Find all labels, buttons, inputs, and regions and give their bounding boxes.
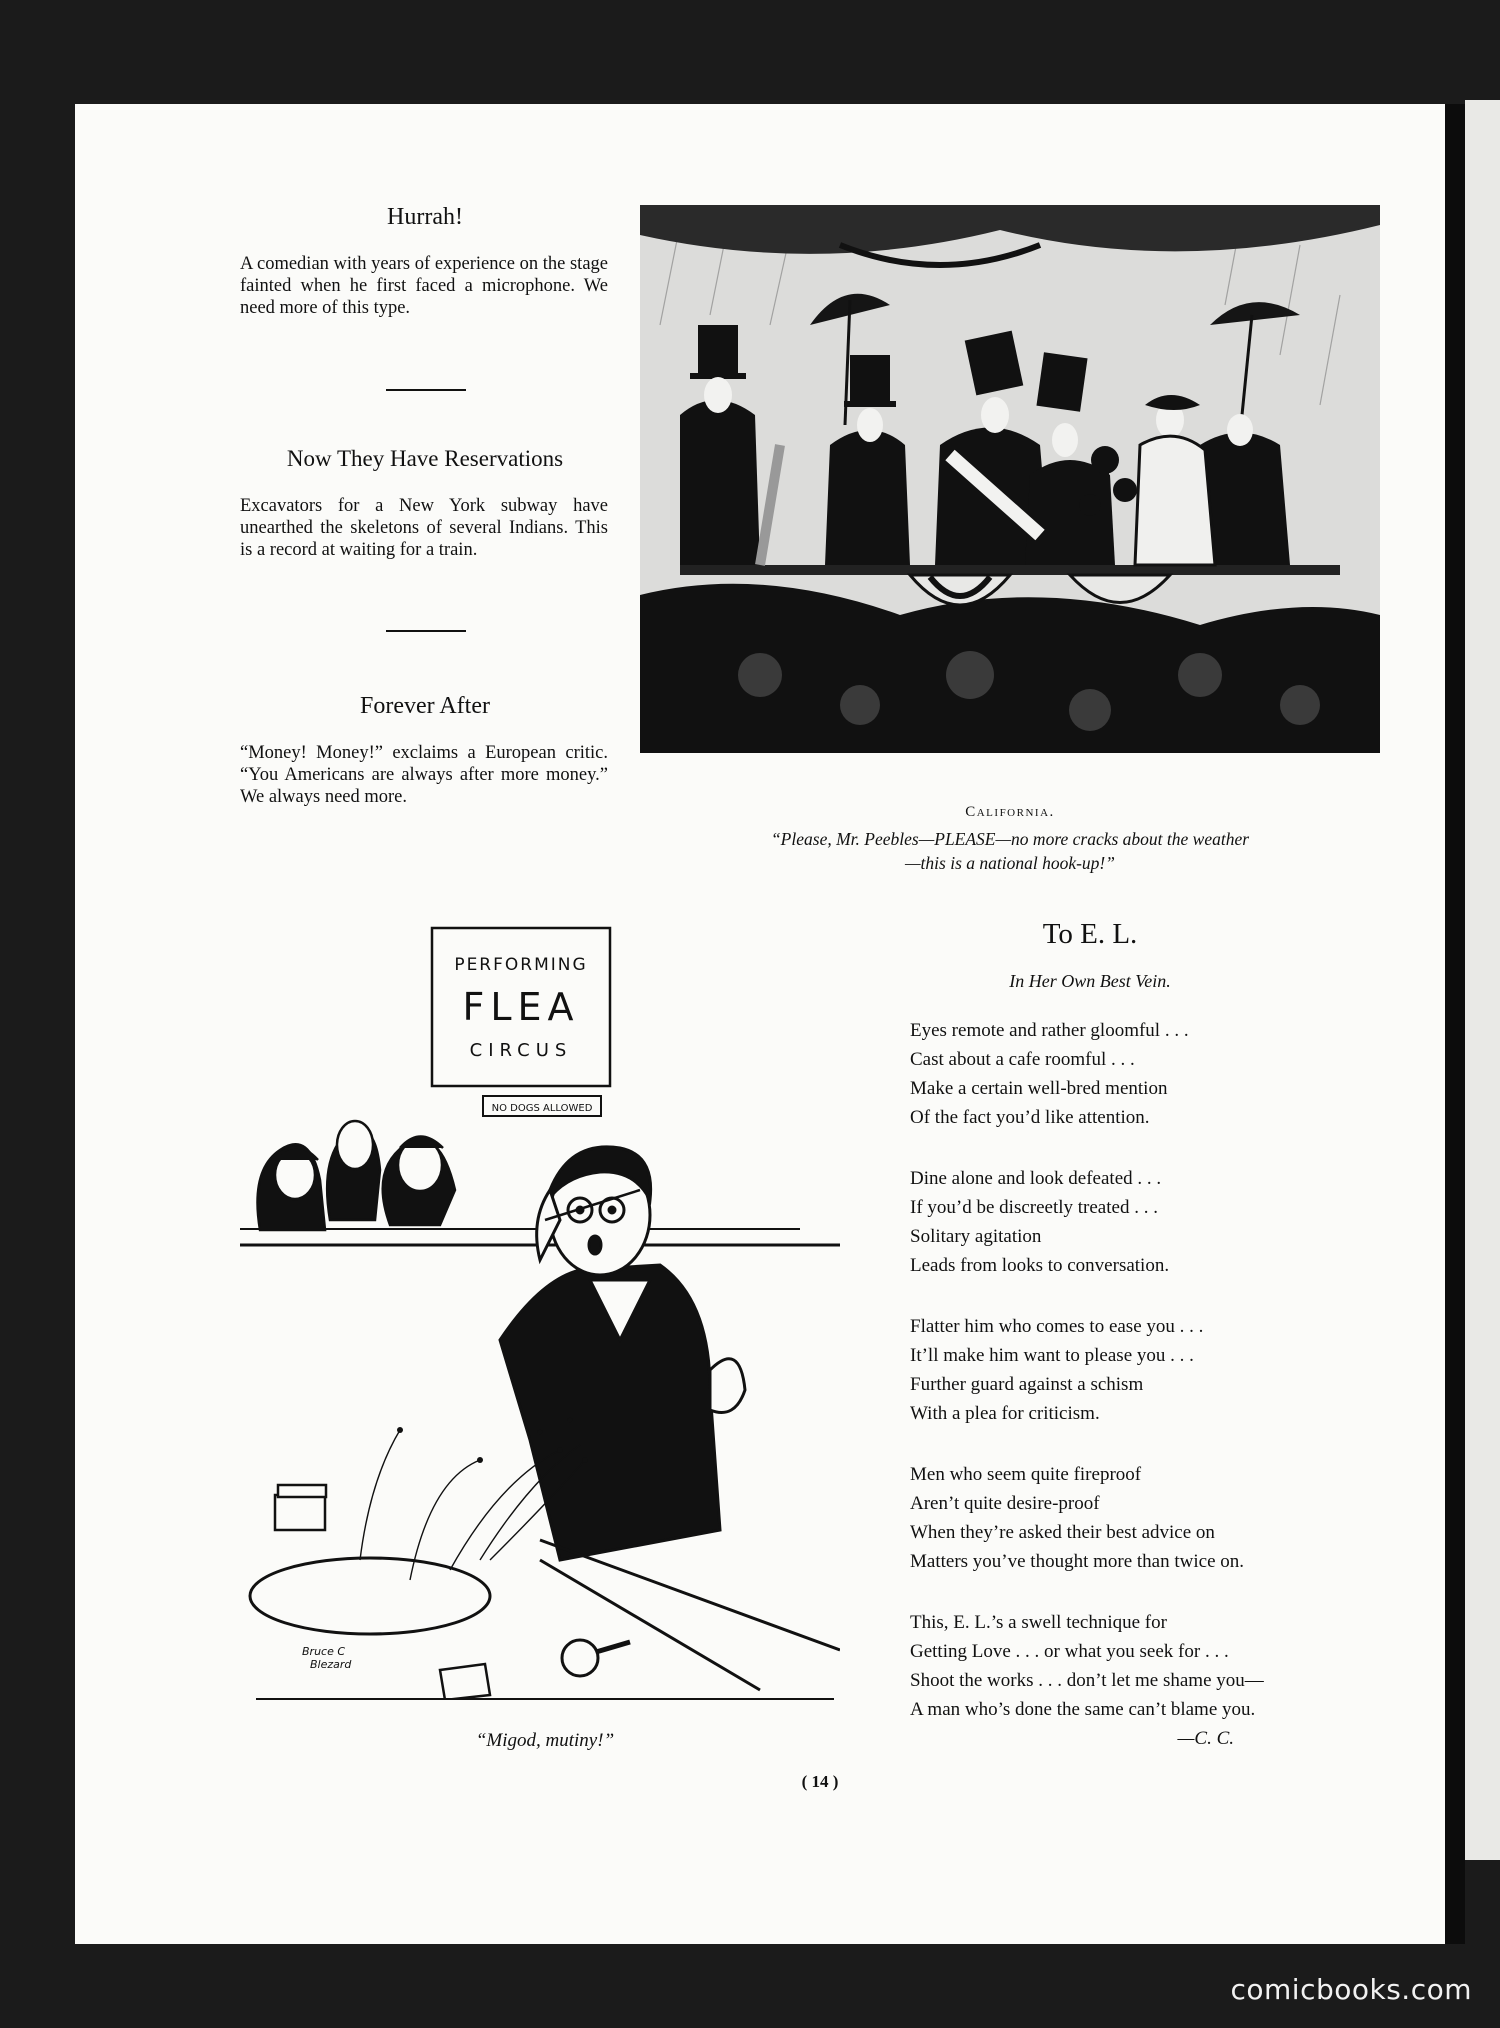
poem-title: To E. L. [1042,918,1138,950]
poem-line: Flatter him who comes to ease you . . . [910,1316,1204,1337]
sign-line-performing: PERFORMING [454,955,588,975]
artist-signature-line1: Bruce C [302,1645,346,1658]
watermark: comicbooks.com [1230,1973,1472,2006]
article-body-reservations: Excavators for a New York subway have unearthed the skeletons of several Indians. This is a record at waiting for a train. [240,496,608,560]
poem-line: Leads from looks to conversation. [910,1255,1170,1276]
poem-stanza [910,1164,1330,1280]
poem-line: When they’re asked their best advice on [910,1522,1215,1543]
page-number: ( 14 ) [801,1772,839,1791]
sign-line-circus: CIRCUS [469,1040,573,1061]
poem-line: Make a certain well-bred mention [910,1078,1168,1099]
page-gutter [1445,104,1465,1944]
top-cartoon-caption-line1: “Please, Mr. Peebles—PLEASE—no more cracks about the weather [770,829,1250,849]
poem-line: Getting Love . . . or what you seek for . . . [910,1641,1229,1662]
poem-subtitle: In Her Own Best Vein. [1009,971,1171,991]
artist-signature-line2: Blezard [310,1658,352,1671]
poem-line: Further guard against a schism [910,1374,1144,1395]
article-title-forever-after: Forever After [360,693,490,719]
poem-line: Solitary agitation [910,1226,1042,1247]
poem-line: Eyes remote and rather gloomful . . . [910,1020,1189,1041]
article-title-hurrah: Hurrah! [387,204,463,230]
poem-line: A man who’s done the same can’t blame you. [910,1699,1256,1720]
cartoon-rainy-broadcast-illustration [640,205,1380,753]
poem-line: It’ll make him want to please you . . . [910,1345,1194,1366]
bottom-cartoon-caption: “Migod, mutiny!” [475,1730,615,1751]
poem-stanza [910,1312,1330,1428]
poem-line: Aren’t quite desire-proof [910,1493,1100,1514]
poem-line: Matters you’ve thought more than twice on. [910,1551,1245,1572]
article-body-forever-after: “Money! Money!” exclaims a European critic. “You Americans are always after more money.” We always need more. [240,743,608,807]
poem-line: With a plea for criticism. [910,1403,1100,1424]
poem-line: Men who seem quite fireproof [910,1464,1142,1485]
poem-line: Cast about a cafe roomful . . . [910,1049,1135,1070]
poem-line: Of the fact you’d like attention. [910,1107,1150,1128]
top-cartoon-caption-line2: —this is a national hook-up!” [904,853,1115,873]
poem-signature: —C. C. [1177,1728,1234,1749]
poem-line: This, E. L.’s a swell technique for [910,1612,1167,1633]
poem-line: If you’d be discreetly treated . . . [910,1197,1158,1218]
divider [386,389,466,391]
poem-stanza [910,1608,1330,1724]
divider [386,630,466,632]
article-title-reservations: Now They Have Reservations [286,446,564,471]
poem-line: Shoot the works . . . don’t let me shame you— [910,1670,1264,1691]
facing-page-edge [1465,100,1500,1860]
bottom-cartoon-rule [256,1698,834,1700]
article-body-hurrah: A comedian with years of experience on the stage fainted when he first faced a microphone. We need more of this type. [240,254,608,318]
sign-line-flea: FLEA [462,985,580,1029]
small-sign-no-dogs: NO DOGS ALLOWED [491,1103,593,1114]
poem-stanza [910,1016,1330,1132]
top-cartoon-caption-title: California. [965,804,1055,820]
poem-stanza [910,1460,1330,1576]
cartoon-flea-circus-illustration [240,920,840,1700]
poem-body [910,1016,1330,1753]
poem-line: Dine alone and look defeated . . . [910,1168,1162,1189]
